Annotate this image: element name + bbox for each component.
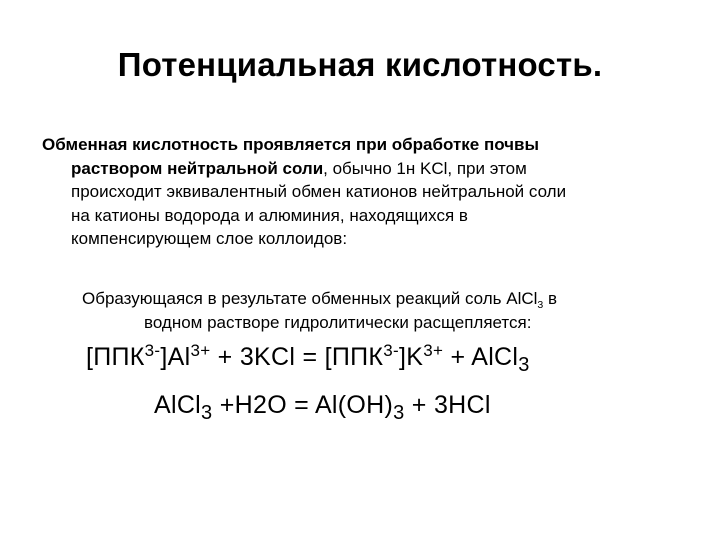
paragraph-line-2 xyxy=(42,157,682,181)
note-subscript: 3 xyxy=(537,298,544,311)
paragraph-line-1: Обменная кислотность проявляется при обработке почвы xyxy=(42,135,540,154)
note-line-1-end: в xyxy=(543,289,558,308)
eq1-part-5: + AlCl xyxy=(443,343,519,371)
eq1-sup-3: 3- xyxy=(383,340,399,360)
paragraph-line-4: на катионы водорода и алюминия, находящихся в xyxy=(71,205,468,225)
bold-phrase: раствором нейтральной соли xyxy=(71,158,324,178)
eq1-part-2: ]Al xyxy=(160,343,191,371)
eq1-sub-1: 3 xyxy=(518,354,530,376)
eq2-sub-1: 3 xyxy=(201,402,213,424)
hydrolysis-note xyxy=(82,287,682,335)
body-paragraph xyxy=(42,133,682,251)
slide-title: Потенциальная кислотность. xyxy=(117,46,603,83)
paragraph-line-2-rest: , обычно 1н KCl, при этом xyxy=(323,158,527,178)
note-line-1 xyxy=(82,287,682,311)
eq1-part-1: [ППК xyxy=(86,343,145,371)
eq2-sub-2: 3 xyxy=(393,402,405,424)
paragraph-line-5: компенсирующем слое коллоидов: xyxy=(71,229,348,248)
eq1-sup-1: 3- xyxy=(144,340,161,360)
eq1-part-3: + 3KCl = [ППК xyxy=(210,343,384,371)
eq1-part-4: ]K xyxy=(398,343,424,371)
eq1-sup-2: 3+ xyxy=(190,340,211,360)
paragraph-line-3: происходит эквивалентный обмен катионов нейтральной соли xyxy=(71,182,567,201)
exchange-equation xyxy=(86,340,530,376)
note-line-2: водном растворе гидролитически расщепляется: xyxy=(144,313,532,332)
eq1-sup-4: 3+ xyxy=(423,340,444,360)
eq2-part-3: + 3HCl xyxy=(404,391,491,419)
note-line-1-text: Образующаяся в результате обменных реакций соль AlCl xyxy=(82,289,538,308)
eq2-part-2: +H2O = Al(OH) xyxy=(212,391,394,419)
hydrolysis-equation xyxy=(154,391,491,424)
eq2-part-1: AlCl xyxy=(154,391,202,419)
